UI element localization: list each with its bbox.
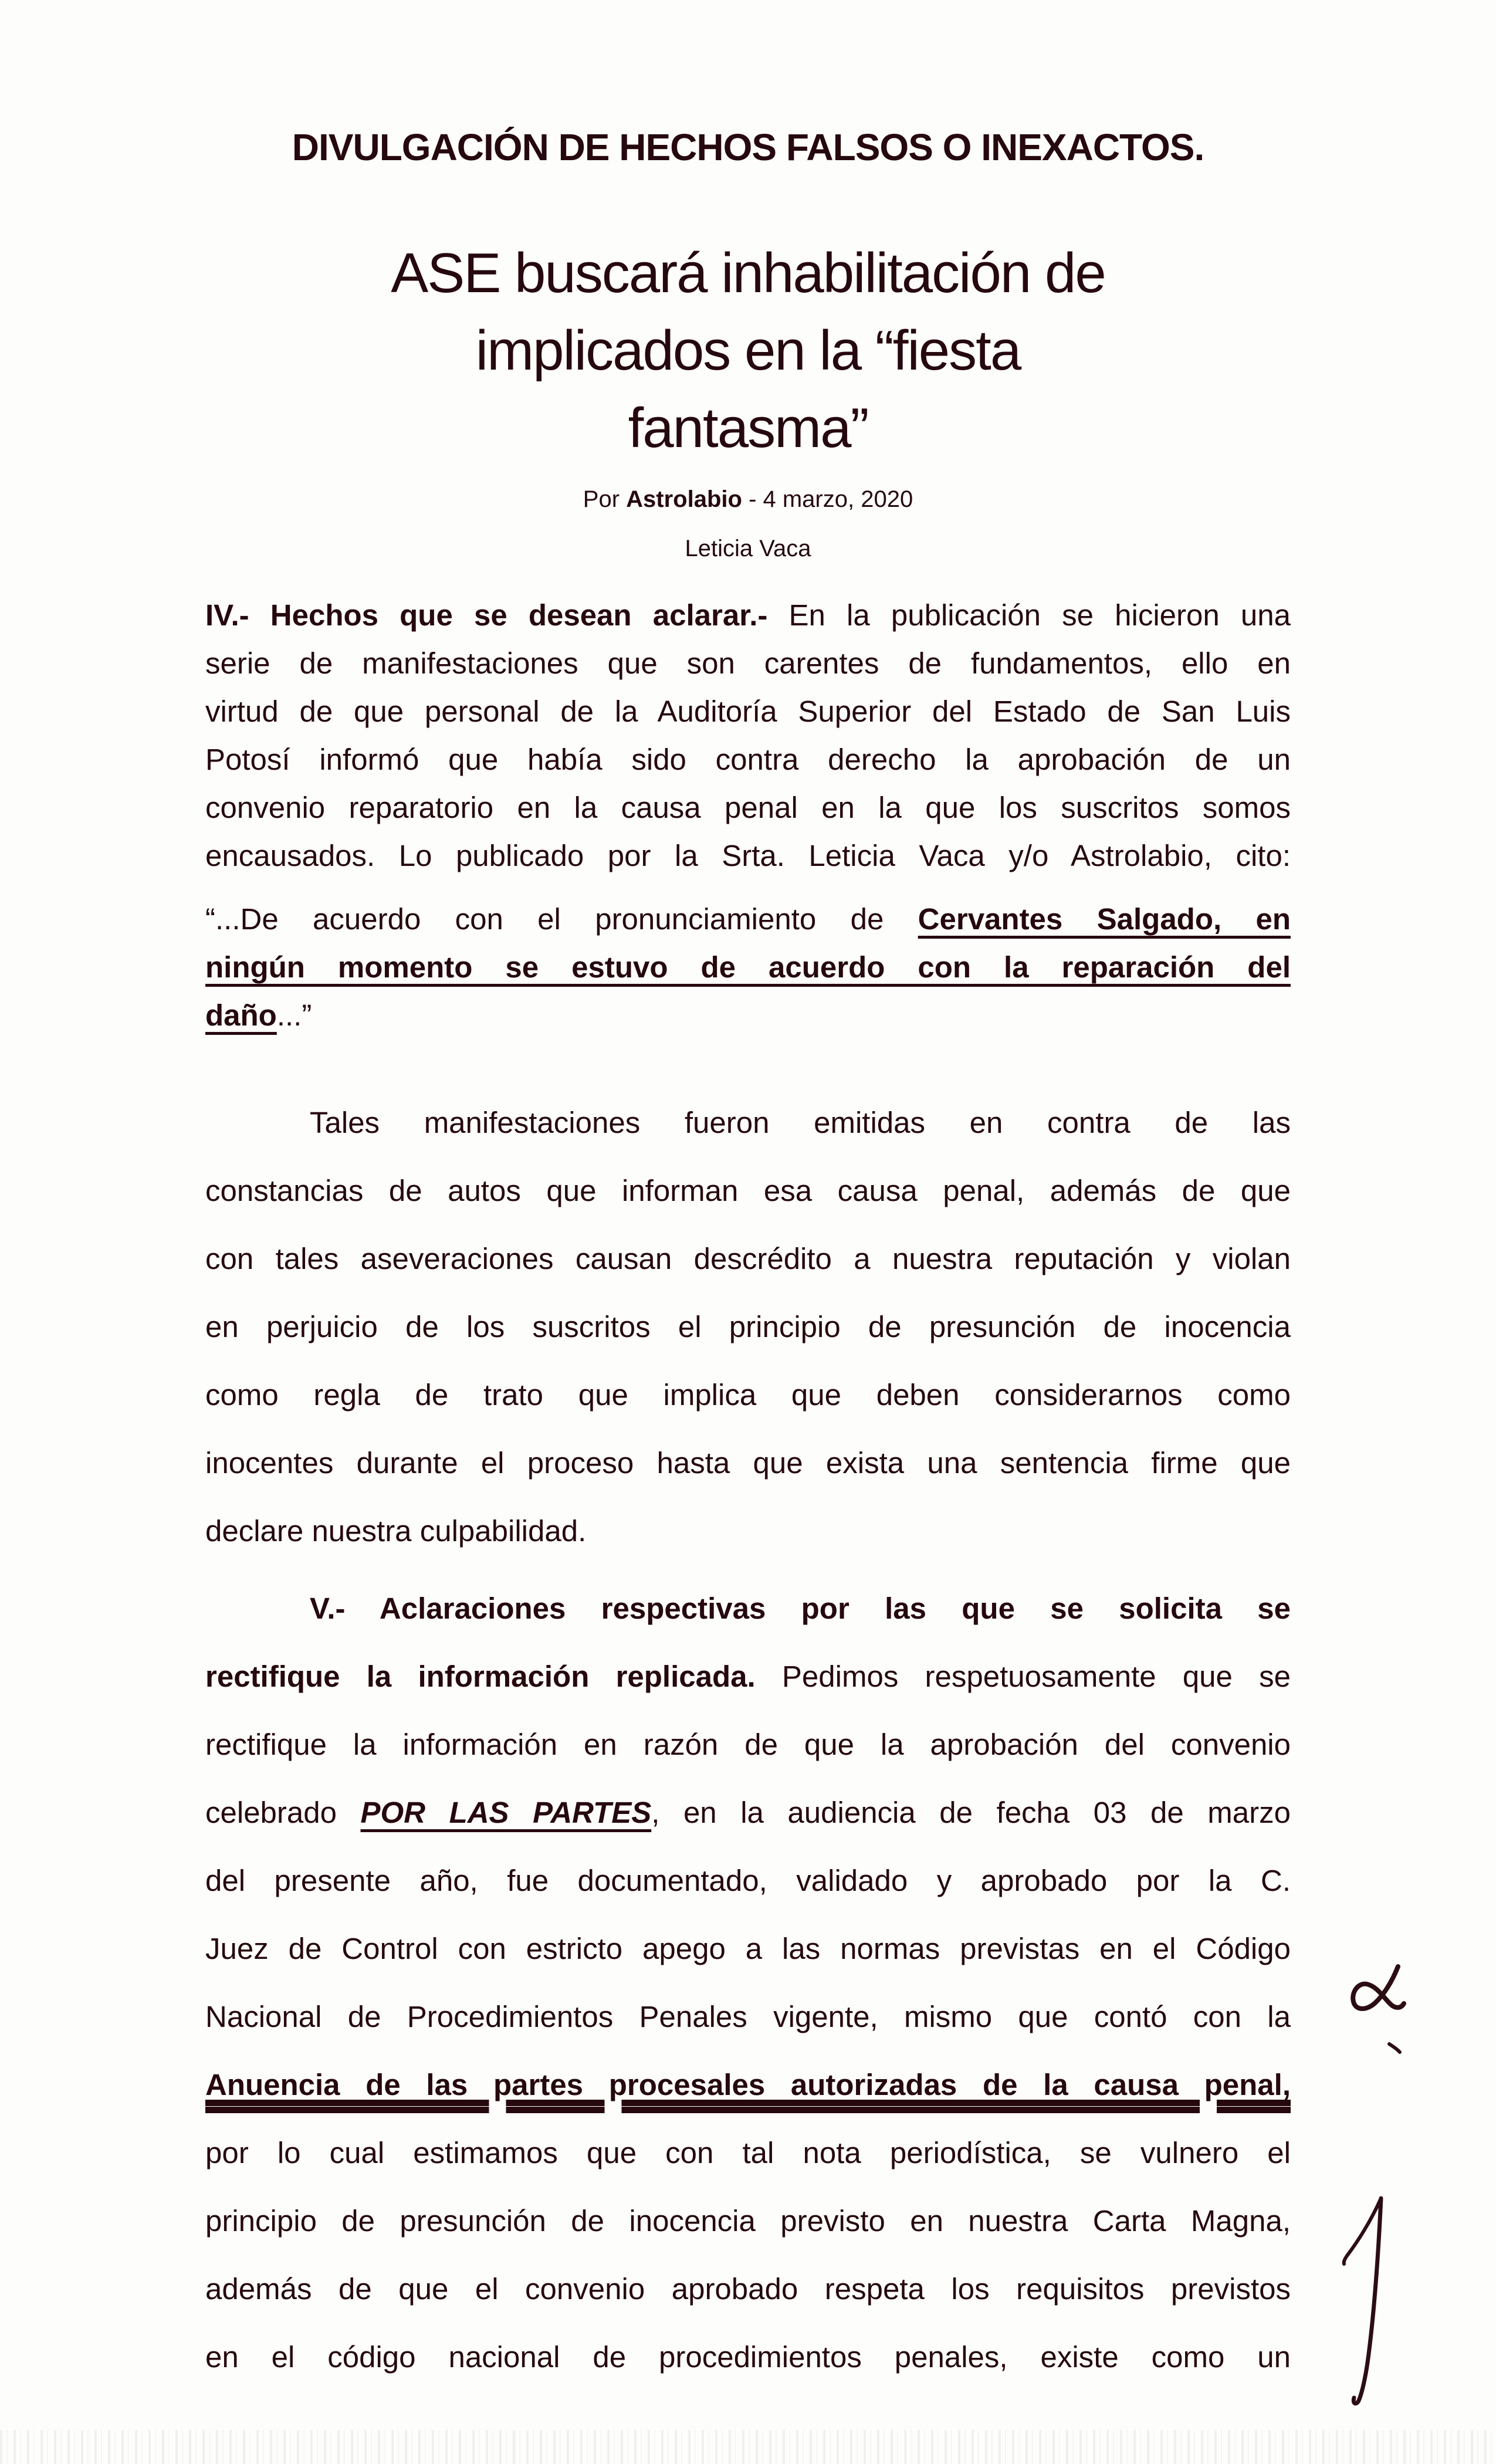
handwritten-pen-stroke-flag — [1344, 2199, 1380, 2264]
text-line — [205, 943, 1291, 991]
text-line — [205, 832, 1291, 880]
text-segment: Nacional de Procedimientos Penales vigente, mismo que contó con la — [205, 2000, 1291, 2033]
text-segment: Anuencia de las partes procesales autorizadas de la causa penal, — [205, 2068, 1291, 2101]
text-segment: virtud de que personal de la Auditoría Superior del Estado de San Luis — [205, 695, 1291, 728]
text-segment: inocentes durante el proceso hasta que exista una sentencia firme que — [205, 1446, 1291, 1480]
handwritten-pen-stroke — [1353, 2198, 1381, 2404]
article-title-line: implicados en la “fiesta — [475, 319, 1021, 382]
text-segment: daño — [205, 999, 277, 1032]
text-line — [205, 2119, 1291, 2187]
text-line — [205, 1497, 1291, 1565]
article-title — [205, 235, 1291, 467]
text-segment: serie de manifestaciones que son carentes de fundamentos, ello en — [205, 647, 1291, 680]
document-kicker: DIVULGACIÓN DE HECHOS FALSOS O INEXACTOS. — [292, 126, 1204, 168]
text-segment: Pedimos respetuosamente que se — [755, 1660, 1291, 1693]
text-segment: en perjuicio de los suscritos el principio de presunción de inocencia — [205, 1310, 1291, 1343]
article-byline — [205, 482, 1291, 516]
text-line — [205, 1429, 1291, 1497]
text-segment: en el código nacional de procedimientos penales, existe como un — [205, 2340, 1291, 2374]
text-segment: como regla de trato que implica que deben considerarnos como — [205, 1378, 1291, 1412]
paragraph-section-iv — [205, 591, 1291, 880]
text-line — [205, 1293, 1291, 1361]
text-line — [205, 688, 1291, 736]
text-segment: constancias de autos que informan esa causa penal, además de que — [205, 1174, 1291, 1207]
text-line — [205, 1915, 1291, 1983]
article-title-line: ASE buscará inhabilitación de — [391, 242, 1105, 304]
text-segment: convenio reparatorio en la causa penal en la que los suscritos somos — [205, 791, 1291, 824]
text-line — [205, 991, 1291, 1040]
paragraph-tales — [205, 1089, 1291, 1565]
text-line — [205, 784, 1291, 832]
text-segment: Juez de Control con estricto apego a las normas previstas en el Código — [205, 1932, 1291, 1965]
handwritten-tick-mark — [1389, 2044, 1400, 2052]
text-line — [205, 1779, 1291, 1847]
text-line — [205, 2187, 1291, 2255]
text-segment: Tales manifestaciones fueron emitidas en contra de las — [310, 1106, 1291, 1139]
text-segment: encausados. Lo publicado por la Srta. Leticia Vaca y/o Astrolabio, cito: — [205, 839, 1291, 872]
text-segment: del presente año, fue documentado, validado y aprobado por la C. — [205, 1864, 1291, 1897]
text-segment: , en la audiencia de fecha 03 de marzo — [651, 1796, 1291, 1829]
text-segment: ningún momento se estuvo de acuerdo con la reparación del — [205, 950, 1291, 984]
text-segment: En la publicación se hicieron una — [767, 598, 1291, 632]
text-segment: declare nuestra culpabilidad. — [205, 1514, 587, 1548]
paragraph-section-v — [205, 1575, 1291, 2391]
text-segment: “...De acuerdo con el pronunciamiento de — [205, 902, 918, 936]
text-segment: por lo cual estimamos que con tal nota periodística, se vulnero el — [205, 2136, 1291, 2169]
handwritten-alpha-mark — [1353, 1967, 1404, 2009]
text-segment: POR LAS PARTES — [360, 1796, 652, 1829]
text-line — [205, 1983, 1291, 2051]
text-line — [205, 1711, 1291, 1779]
text-line — [205, 591, 1291, 639]
text-line — [205, 2255, 1291, 2323]
text-segment: principio de presunción de inocencia previsto en nuestra Carta Magna, — [205, 2204, 1291, 2238]
text-segment: además de que el convenio aprobado respeta los requisitos previstos — [205, 2272, 1291, 2306]
reporter-name: Leticia Vaca — [685, 536, 811, 561]
text-segment: con tales aseveraciones causan descrédito a nuestra reputación y violan — [205, 1242, 1291, 1275]
text-line — [205, 1361, 1291, 1429]
text-segment: rectifique la información replicada. — [205, 1660, 756, 1693]
text-line — [205, 1575, 1291, 1643]
text-line — [205, 736, 1291, 784]
text-segment: IV.- Hechos que se desean aclarar.- — [205, 598, 768, 632]
article-reporter — [205, 532, 1291, 566]
text-segment: celebrado — [205, 1796, 361, 1829]
text-line — [205, 639, 1291, 688]
document-body — [205, 591, 1291, 2391]
byline-prefix: Por — [583, 486, 627, 512]
article-title-line: fantasma” — [628, 397, 868, 459]
document-content — [205, 0, 1291, 2391]
text-line — [205, 2051, 1291, 2119]
text-line — [205, 1089, 1291, 1157]
text-line — [205, 1225, 1291, 1293]
text-segment: rectifique la información en razón de que la aprobación del convenio — [205, 1728, 1291, 1761]
paragraph-quote — [205, 895, 1291, 1040]
text-line — [205, 2323, 1291, 2391]
text-segment: Potosí informó que había sido contra derecho la aprobación de un — [205, 743, 1291, 776]
text-line — [205, 1643, 1291, 1711]
text-segment: ...” — [276, 999, 312, 1032]
text-segment: Cervantes Salgado, en — [918, 902, 1291, 936]
byline-date: - 4 marzo, 2020 — [742, 486, 913, 512]
text-segment: V.- Aclaraciones respectivas por las que se solicita se — [310, 1592, 1291, 1625]
text-line — [205, 1847, 1291, 1915]
text-line — [205, 1157, 1291, 1225]
text-line — [205, 895, 1291, 943]
byline-author: Astrolabio — [626, 486, 742, 512]
